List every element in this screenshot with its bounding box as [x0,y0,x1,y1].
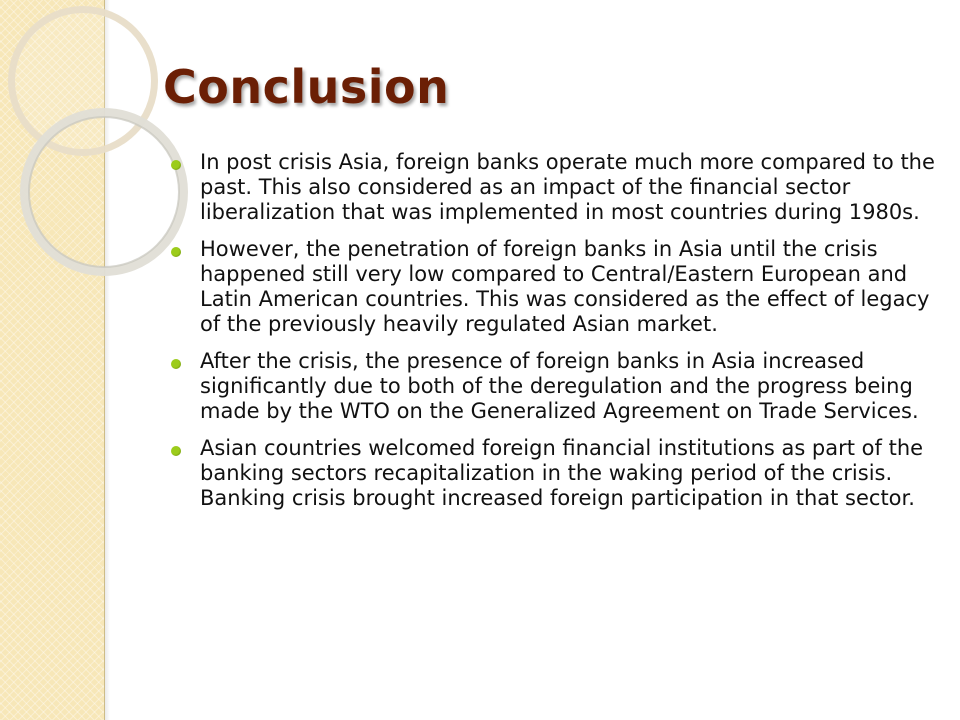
bullet-dot-icon [171,247,181,257]
decorative-ring-bottom-line [28,116,180,268]
bullet-item [166,349,936,424]
bullet-item [166,150,936,225]
bullet-text: In post crisis Asia, foreign banks operate much more compared to the past. This also considered as an impact of the financial sector liberalization that was implemented in most countries during 1980s. [200,150,935,224]
bullet-dot-icon [171,359,181,369]
bullet-item [166,237,936,337]
slide-title: Conclusion [163,60,450,114]
bullet-item [166,436,936,511]
bullet-dot-icon [171,446,181,456]
bullet-text: However, the penetration of foreign banks in Asia until the crisis happened still very low compared to Central/Eastern European and Latin American countries. This was considered as the effect of legacy of the previously heavily regulated Asian market. [200,237,930,336]
slide-content [166,150,936,523]
bullet-text: Asian countries welcomed foreign financial institutions as part of the banking sectors recapitalization in the waking period of the crisis. Banking crisis brought increased foreign participation in that sector. [200,436,924,510]
bullet-text: After the crisis, the presence of foreign banks in Asia increased significantly due to both of the deregulation and the progress being made by the WTO on the Generalized Agreement on Trade Services. [200,349,919,423]
bullet-dot-icon [171,160,181,170]
bullet-list [166,150,936,511]
